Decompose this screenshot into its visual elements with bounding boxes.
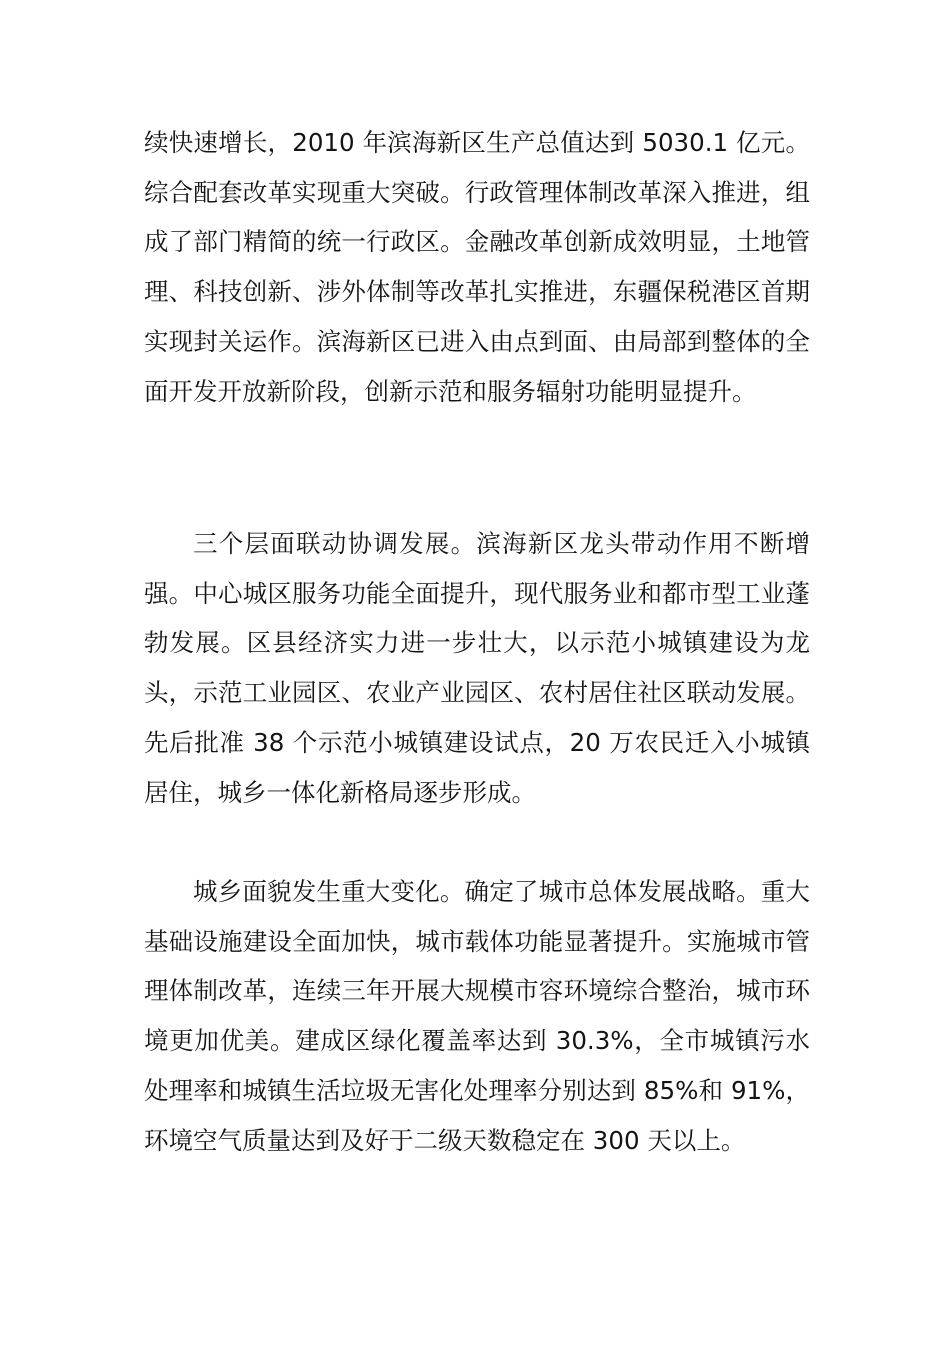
paragraph-economic-growth [144,118,810,416]
paragraph-text: 三个层面联动协调发展。滨海新区龙头带动作用不断增强。中心城区服务功能全面提升，现代服务业和都市型工业蓬勃发展。区县经济实力进一步壮大，以示范小城镇建设为龙头，示范工业园区、农业产业园区、农村居住社区联动发展。先后批准 38 个示范小城镇建设试点，20 万农民迁入小城镇居住，城乡一体化新格局逐步形成。 [144,529,810,807]
paragraph-coordinated-development [144,519,810,817]
paragraph-text: 续快速增长，2010 年滨海新区生产总值达到 5030.1 亿元。综合配套改革实现重大突破。行政管理体制改革深入推进，组成了部门精简的统一行政区。金融改革创新成效明显，土地管理、科技创新、涉外体制等改革扎实推进，东疆保税港区首期实现封关运作。滨海新区已进入由点到面、由局部到整体的全面开发开放新阶段，创新示范和服务辐射功能明显提升。 [144,128,810,406]
paragraph-text: 城乡面貌发生重大变化。确定了城市总体发展战略。重大基础设施建设全面加快，城市载体功能显著提升。实施城市管理体制改革，连续三年开展大规模市容环境综合整治，城市环境更加优美。建成区绿化覆盖率达到 30.3%，全市城镇污水处理率和城镇生活垃圾无害化处理率分别达到 85%和 91%，环境空气质量达到及好于二级天数稳定在 300 天以上。 [144,877,810,1155]
paragraph-urban-rural-change [144,867,810,1165]
